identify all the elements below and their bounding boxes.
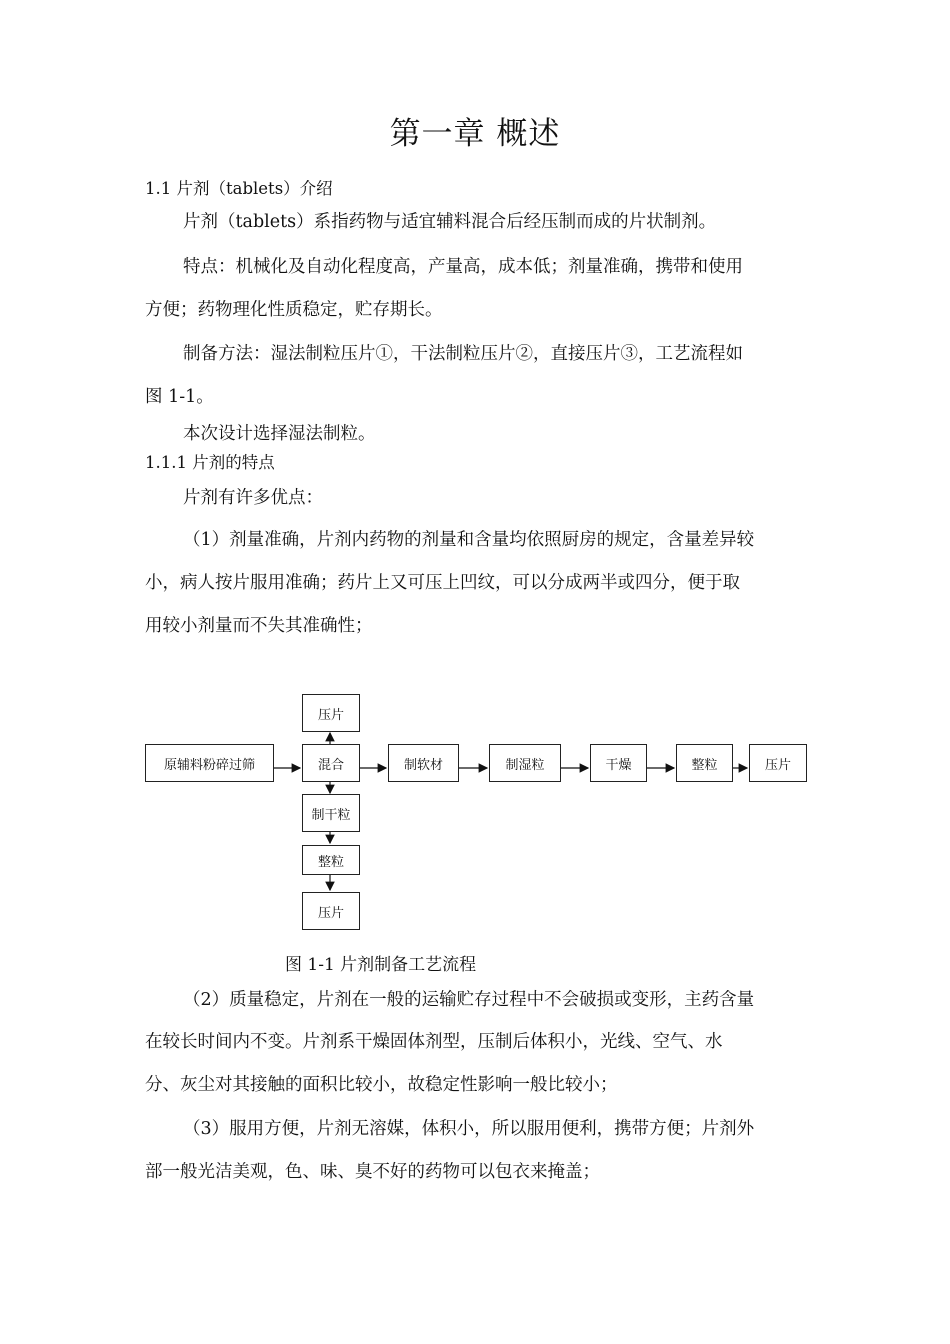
box-size-granule-down: 整粒 — [302, 845, 360, 875]
box-dry-granule: 制干粒 — [302, 794, 360, 832]
paragraph-methods-line1: 制备方法：湿法制粒压片①，干法制粒压片②，直接压片③，工艺流程如 — [183, 344, 743, 364]
item2-line2: 在较长时间内不变。片剂系干燥固体剂型，压制后体积小，光线、空气、水 — [145, 1032, 723, 1052]
item2-line1: （2）质量稳定，片剂在一般的运输贮存过程中不会破损或变形，主药含量 — [183, 990, 755, 1010]
box-soft-material: 制软材 — [388, 744, 459, 782]
box-dry: 干燥 — [590, 744, 647, 782]
item1-line3: 用较小剂量而不失其准确性； — [145, 616, 373, 636]
paragraph-features-line2: 方便；药物理化性质稳定，贮存期长。 — [145, 300, 443, 320]
item3-line2: 部一般光洁美观，色、味、臭不好的药物可以包衣来掩盖； — [145, 1162, 600, 1182]
box-wet-granule: 制湿粒 — [489, 744, 561, 782]
figure-caption: 图 1-1 片剂制备工艺流程 — [285, 955, 477, 975]
page-title: 第一章 概述 — [389, 116, 561, 152]
paragraph-features-line1: 特点：机械化及自动化程度高，产量高，成本低；剂量准确，携带和使用 — [183, 257, 743, 277]
box-press-bottom: 压片 — [302, 892, 360, 930]
paragraph-advantages-lead: 片剂有许多优点： — [183, 488, 323, 508]
box-press-top: 压片 — [302, 694, 360, 732]
box-press-right: 压片 — [749, 744, 807, 782]
item3-line1: （3）服用方便，片剂无溶媒，体积小，所以服用便利，携带方便；片剂外 — [183, 1119, 755, 1139]
box-raw-sieve: 原辅料粉碎过筛 — [145, 744, 274, 782]
box-mix: 混合 — [302, 744, 360, 782]
box-size-granule: 整粒 — [676, 744, 733, 782]
paragraph-definition: 片剂（tablets）系指药物与适宜辅料混合后经压制而成的片状制剂。 — [183, 212, 717, 232]
paragraph-choice: 本次设计选择湿法制粒。 — [183, 424, 376, 444]
section-heading-1-1-1: 1.1.1 片剂的特点 — [145, 453, 275, 472]
item1-line1: （1）剂量准确，片剂内药物的剂量和含量均依照厨房的规定，含量差异较 — [183, 530, 755, 550]
item2-line3: 分、灰尘对其接触的面积比较小，故稳定性影响一般比较小； — [145, 1075, 618, 1095]
section-heading-1-1: 1.1 片剂（tablets）介绍 — [145, 179, 333, 198]
paragraph-methods-line2: 图 1-1。 — [145, 387, 214, 407]
item1-line2: 小，病人按片服用准确；药片上又可压上凹纹，可以分成两半或四分，便于取 — [145, 573, 740, 593]
